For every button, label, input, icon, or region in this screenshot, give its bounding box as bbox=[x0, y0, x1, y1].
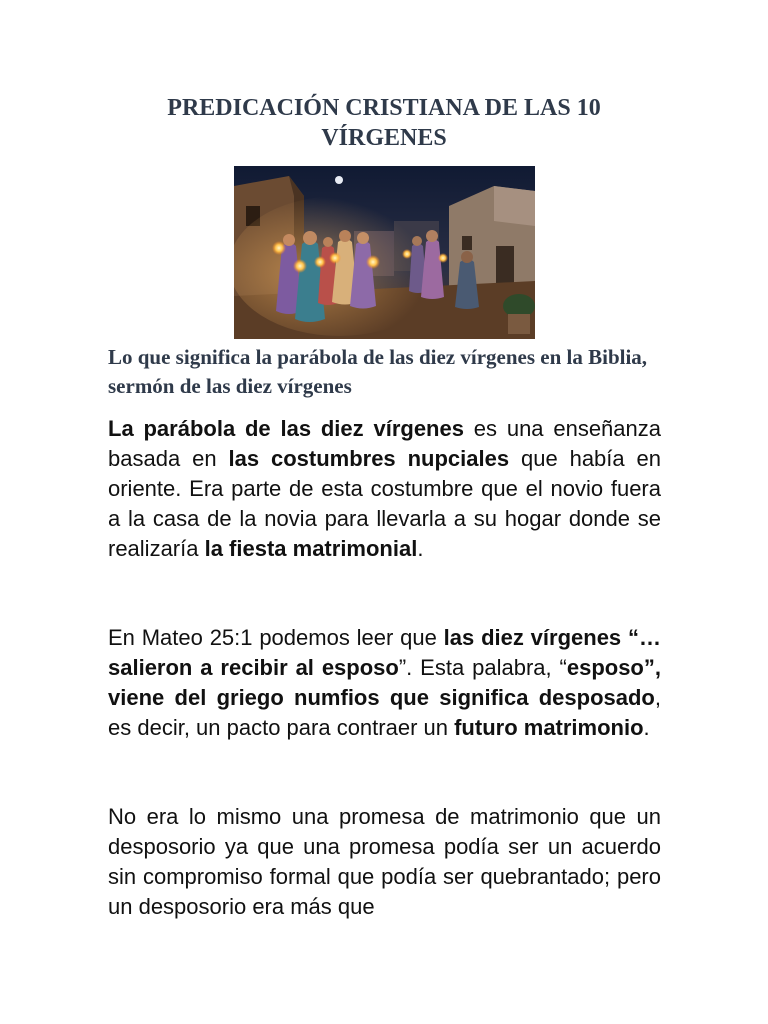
p2-bold-1: las diez vírgenes “…salieron a recibir al esposo bbox=[108, 625, 661, 680]
p1-bold-3: la fiesta matrimonial bbox=[204, 536, 418, 561]
p2-text-2: ”. Esta palabra, “ bbox=[398, 655, 567, 680]
section-subtitle: Lo que significa la parábola de las diez vírgenes en la Biblia, sermón de las diez vírgenes bbox=[108, 345, 648, 398]
title-line-2: VÍRGENES bbox=[321, 125, 447, 151]
p1-bold-2: las costumbres nupciales bbox=[228, 446, 510, 471]
illustration-svg bbox=[234, 166, 535, 339]
p3-text-1: No era lo mismo una promesa de matrimonio que un desposorio ya que una promesa podía ser un acuerdo sin compromiso formal que podía ser quebrantado; pero un desposorio era más que bbox=[108, 804, 661, 919]
paragraph-1 bbox=[108, 414, 661, 564]
p2-text-3: , es decir, un pacto para contraer un bbox=[108, 685, 661, 740]
p2-text-4: . bbox=[643, 715, 650, 740]
p1-text-1: es una enseñanza basada en bbox=[108, 416, 661, 471]
title-line-1: PREDICACIÓN CRISTIANA DE LAS 10 bbox=[167, 95, 601, 121]
paragraph-3 bbox=[108, 802, 661, 922]
p2-bold-2: esposo”, viene del griego numfios que significa desposado bbox=[108, 655, 661, 710]
illustration-ten-virgins bbox=[234, 166, 535, 339]
p1-text-2: que había en oriente. Era parte de esta costumbre que el novio fuera a la casa de la novia para llevarla a su hogar donde se realizaría bbox=[108, 446, 662, 561]
document-title bbox=[120, 93, 648, 153]
p2-text-1: En Mateo 25:1 podemos leer que bbox=[108, 625, 444, 650]
p2-bold-3: futuro matrimonio bbox=[454, 715, 644, 740]
p1-bold-1: La parábola de las diez vírgenes bbox=[108, 416, 464, 441]
p1-text-3: . bbox=[417, 536, 424, 561]
paragraph-2 bbox=[108, 623, 661, 743]
